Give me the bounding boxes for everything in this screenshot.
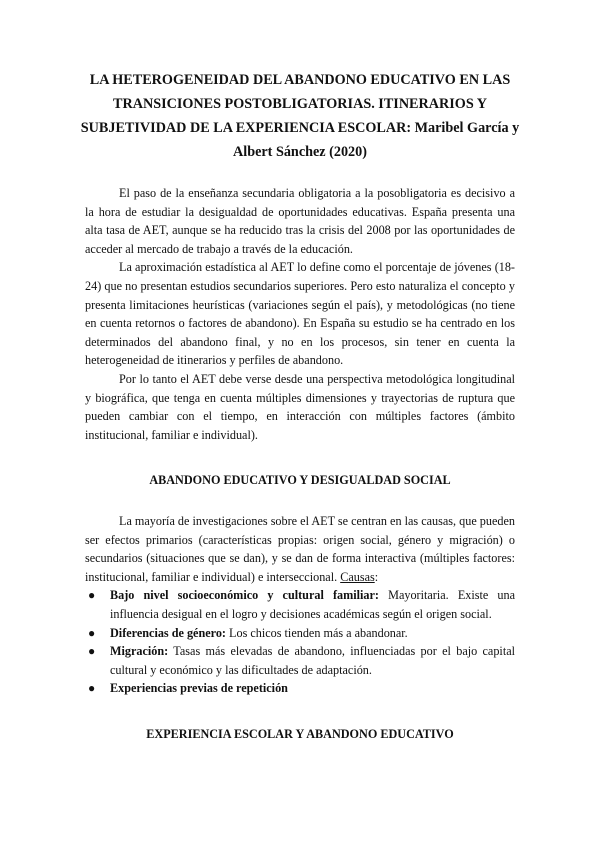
list-item-text: Mayoritaria. Existe una influencia desigual en el logro y decisiones académicas según el origen social. xyxy=(110,588,515,621)
section-1-body xyxy=(85,512,515,698)
bullet-icon: ● xyxy=(88,588,96,603)
list-item xyxy=(85,679,515,698)
bullet-icon: ● xyxy=(88,625,96,640)
list-item-bold-label: Bajo nivel socioeconómico y cultural familiar: xyxy=(110,588,379,603)
section-1-paragraph-text: La mayoría de investigaciones sobre el AET se centran en las causas, que pueden ser efectos primarios (características propias: origen social, género y migración) o secundarios (situaciones que se dan), y se dan de forma interactiva (múltiples factores: institucional, familiar e individual) e interseccional. xyxy=(85,514,515,584)
bullet-icon: ● xyxy=(88,681,96,696)
document-title: LA HETEROGENEIDAD DEL ABANDONO EDUCATIVO EN LAS TRANSICIONES POSTOBLIGATORIAS. ITINERARIOS Y SUBJETIVIDAD DE LA EXPERIENCIA ESCOLAR: Maribel García y Albert Sánchez (2020) xyxy=(80,72,520,160)
intro-section xyxy=(85,184,515,444)
list-item xyxy=(85,642,515,679)
causes-list xyxy=(85,586,515,698)
causes-label: Causas xyxy=(340,569,375,584)
intro-paragraph-2: La aproximación estadística al AET lo define como el porcentaje de jóvenes (18-24) que no presentan estudios secundarios superiores. Pero esto naturaliza el concepto y presenta limitaciones heurísticas (variaciones según el país), y metodológicas (no tiene en cuenta retornos o factores de abandono). En España su estudio se ha centrado en los determinados del abandono final, y no en los procesos, sin tener en cuenta la heterogeneidad de itinerarios y perfiles de abandono. xyxy=(85,260,515,368)
list-item xyxy=(85,624,515,643)
section-heading-experiencia-escolar: EXPERIENCIA ESCOLAR Y ABANDONO EDUCATIVO xyxy=(146,727,454,741)
section-heading-abandono-desigualdad: ABANDONO EDUCATIVO Y DESIGUALDAD SOCIAL xyxy=(149,473,451,487)
section-1-paragraph xyxy=(85,512,515,586)
list-item-bold-label: Migración: xyxy=(110,644,169,659)
intro-paragraph-1: El paso de la enseñanza secundaria obligatoria a la posobligatoria es decisivo a la hora de estudiar la desigualdad de oportunidades educativas. España presenta una alta tasa de AET, aunque se ha reducido tras la crisis del 2008 por las oportunidades de acceder al mercado de trabajo a través de la educación. xyxy=(85,186,515,256)
causes-colon: : xyxy=(374,569,379,584)
list-item-text: Tasas más elevadas de abandono, influenciadas por el bajo capital cultural y económico y las dificultades de adaptación. xyxy=(110,644,515,677)
list-item-text: Los chicos tienden más a abandonar. xyxy=(225,625,408,640)
bullet-icon: ● xyxy=(88,644,96,659)
list-item-bold-label: Experiencias previas de repetición xyxy=(110,681,288,696)
list-item xyxy=(85,586,515,623)
intro-paragraph-3: Por lo tanto el AET debe verse desde una perspectiva metodológica longitudinal y biográfica, que tenga en cuenta múltiples dimensiones y trayectorias de ruptura que pueden cambiar con el tiempo, en interacción con múltiples factores (ámbito institucional, familiar e individual). xyxy=(85,371,515,442)
list-item-bold-label: Diferencias de género: xyxy=(110,625,226,640)
